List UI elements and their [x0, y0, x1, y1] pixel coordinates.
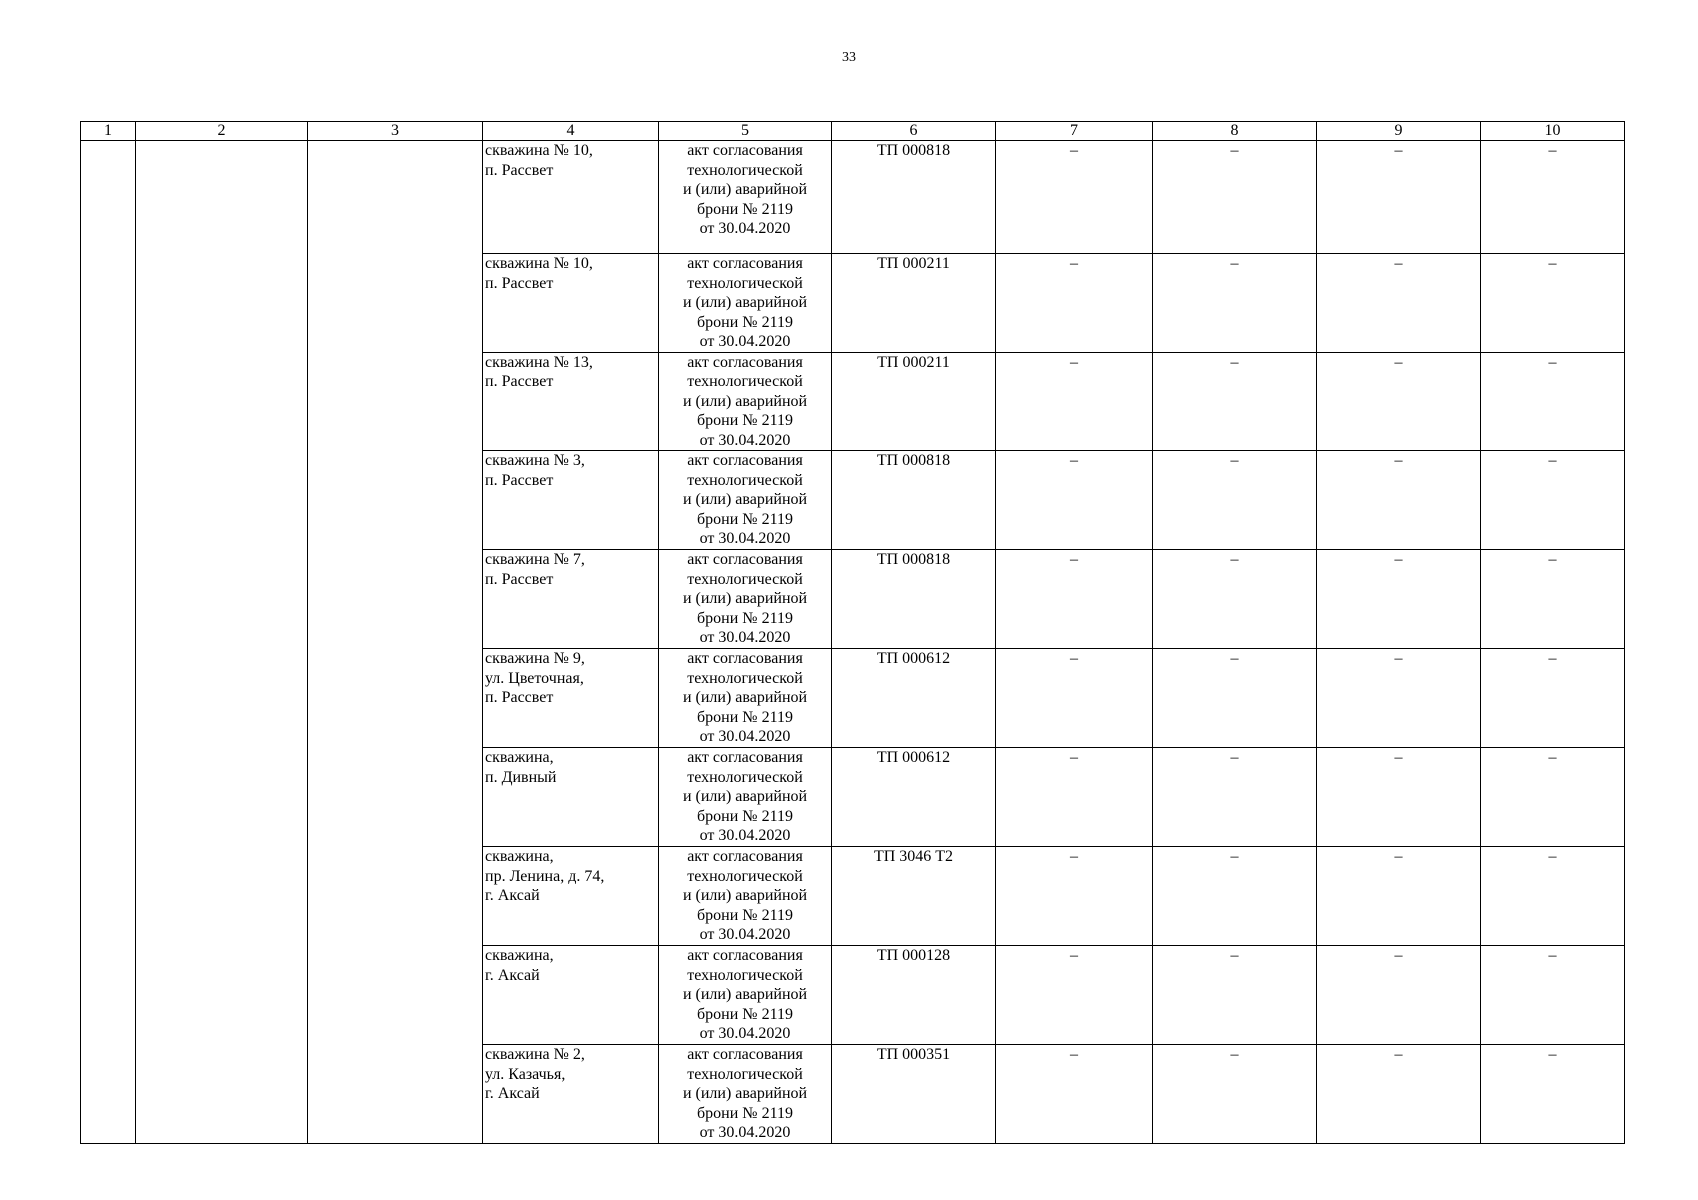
- act-document-line: от 30.04.2020: [699, 1025, 791, 1042]
- act-document-line: брони № 2119: [697, 1104, 793, 1122]
- act-document-line: от 30.04.2020: [699, 1124, 791, 1141]
- dash-cell-c7: –: [996, 1045, 1153, 1144]
- dash-cell-c8: –: [1153, 352, 1317, 451]
- dash-cell-c7: –: [996, 649, 1153, 748]
- dash-cell-c9: –: [1317, 1045, 1481, 1144]
- dash-cell-c9: –: [1317, 352, 1481, 451]
- act-document-line: и (или) аварийной: [682, 181, 808, 198]
- substation-cell: ТП 000612: [832, 748, 996, 847]
- header-row: [81, 122, 1625, 141]
- page-number: 33: [842, 50, 856, 65]
- object-location-cell: [483, 649, 659, 748]
- dash-cell-c8: –: [1153, 748, 1317, 847]
- act-document-line: акт согласования: [687, 1046, 803, 1063]
- act-document-line: акт согласования: [687, 848, 803, 865]
- empty-cell-col-2: [136, 847, 308, 946]
- act-document-line: и (или) аварийной: [682, 986, 808, 1003]
- empty-cell-col-3: [308, 254, 483, 353]
- object-location-line: ул. Казачья,: [485, 1065, 566, 1083]
- dash-cell-c9: –: [1317, 748, 1481, 847]
- act-document-line: технологической: [687, 471, 803, 489]
- act-document-line: от 30.04.2020: [699, 728, 791, 745]
- act-document-line: акт согласования: [687, 142, 803, 159]
- act-document-line: технологической: [687, 669, 803, 687]
- object-location-line: ул. Цветочная,: [485, 669, 584, 687]
- table-row: [81, 141, 1625, 254]
- empty-cell-col-1: [81, 1045, 136, 1144]
- col-header-9: 9: [1317, 122, 1481, 141]
- col-header-2: 2: [136, 122, 308, 141]
- act-document-line: и (или) аварийной: [682, 491, 808, 508]
- empty-cell-col-3: [308, 748, 483, 847]
- act-document-cell: [659, 141, 832, 254]
- dash-cell-c8: –: [1153, 946, 1317, 1045]
- act-document-line: акт согласования: [687, 947, 803, 964]
- dash-cell-c8: –: [1153, 1045, 1317, 1144]
- object-location-line: скважина № 7,: [485, 551, 585, 568]
- act-document-line: от 30.04.2020: [699, 827, 791, 844]
- act-document-line: и (или) аварийной: [682, 590, 808, 607]
- empty-cell-col-2: [136, 141, 308, 254]
- dash-cell-c7: –: [996, 748, 1153, 847]
- empty-cell-col-3: [308, 141, 483, 254]
- empty-cell-col-2: [136, 254, 308, 353]
- empty-cell-col-3: [308, 1045, 483, 1144]
- col-header-3: 3: [308, 122, 483, 141]
- act-document-line: и (или) аварийной: [682, 392, 808, 410]
- dash-cell-c9: –: [1317, 550, 1481, 649]
- empty-cell-col-3: [308, 352, 483, 451]
- dash-cell-c8: –: [1153, 550, 1317, 649]
- dash-cell-c9: –: [1317, 451, 1481, 550]
- dash-cell-c7: –: [996, 550, 1153, 649]
- act-document-line: технологической: [687, 867, 803, 885]
- object-location-line: п. Рассвет: [485, 161, 554, 179]
- object-location-cell: [483, 550, 659, 649]
- object-location-cell: [483, 141, 659, 254]
- dash-cell-c7: –: [996, 352, 1153, 451]
- object-location-cell: [483, 254, 659, 353]
- act-document-line: технологической: [687, 966, 803, 984]
- empty-cell-col-3: [308, 649, 483, 748]
- object-location-line: скважина № 13,: [485, 353, 593, 371]
- substation-cell: ТП 000211: [832, 352, 996, 451]
- empty-cell-col-1: [81, 254, 136, 353]
- act-document-line: и (или) аварийной: [682, 1085, 808, 1102]
- act-document-line: акт согласования: [687, 650, 803, 667]
- empty-cell-col-1: [81, 352, 136, 451]
- dash-cell-c10: –: [1481, 946, 1625, 1045]
- dash-cell-c8: –: [1153, 649, 1317, 748]
- act-document-line: акт согласования: [687, 551, 803, 568]
- dash-cell-c10: –: [1481, 847, 1625, 946]
- act-document-line: акт согласования: [687, 452, 803, 469]
- substation-cell: ТП 000818: [832, 451, 996, 550]
- empty-cell-col-3: [308, 451, 483, 550]
- act-document-line: брони № 2119: [697, 313, 793, 331]
- dash-cell-c10: –: [1481, 1045, 1625, 1144]
- dash-cell-c10: –: [1481, 352, 1625, 451]
- object-location-cell: [483, 1045, 659, 1144]
- dash-cell-c10: –: [1481, 649, 1625, 748]
- dash-cell-c9: –: [1317, 254, 1481, 353]
- act-document-line: от 30.04.2020: [699, 431, 791, 449]
- act-document-line: технологической: [687, 373, 803, 390]
- object-location-line: скважина,: [485, 947, 554, 964]
- object-location-line: г. Аксай: [485, 1085, 540, 1102]
- table-row: [81, 946, 1625, 1045]
- table-row: [81, 254, 1625, 353]
- object-location-line: скважина,: [485, 848, 554, 865]
- table-row: [81, 649, 1625, 748]
- substation-cell: ТП 000818: [832, 141, 996, 254]
- dash-cell-c10: –: [1481, 254, 1625, 353]
- object-location-cell: [483, 352, 659, 451]
- object-location-line: п. Рассвет: [485, 689, 554, 706]
- object-location-line: п. Рассвет: [485, 471, 554, 489]
- act-document-line: технологической: [687, 768, 803, 786]
- table-row: [81, 550, 1625, 649]
- act-document-line: и (или) аварийной: [682, 689, 808, 706]
- act-document-cell: [659, 352, 832, 451]
- object-location-line: скважина № 2,: [485, 1046, 585, 1063]
- data-table: [80, 121, 1625, 1144]
- object-location-line: скважина № 3,: [485, 452, 585, 469]
- empty-cell-col-2: [136, 946, 308, 1045]
- object-location-cell: [483, 748, 659, 847]
- dash-cell-c7: –: [996, 451, 1153, 550]
- object-location-cell: [483, 451, 659, 550]
- table-row: [81, 1045, 1625, 1144]
- act-document-line: технологической: [687, 161, 803, 179]
- col-header-1: 1: [81, 122, 136, 141]
- object-location-line: скважина № 10,: [485, 255, 593, 272]
- dash-cell-c7: –: [996, 254, 1153, 353]
- act-document-line: и (или) аварийной: [682, 887, 808, 904]
- object-location-line: скважина,: [485, 749, 554, 766]
- empty-cell-col-1: [81, 451, 136, 550]
- object-location-line: г. Аксай: [485, 887, 540, 904]
- empty-cell-col-2: [136, 550, 308, 649]
- empty-cell-col-1: [81, 141, 136, 254]
- dash-cell-c7: –: [996, 141, 1153, 254]
- act-document-line: брони № 2119: [697, 807, 793, 825]
- act-document-line: от 30.04.2020: [699, 926, 791, 943]
- act-document-line: брони № 2119: [697, 200, 793, 218]
- dash-cell-c8: –: [1153, 254, 1317, 353]
- col-header-10: 10: [1481, 122, 1625, 141]
- substation-cell: ТП 000818: [832, 550, 996, 649]
- act-document-line: брони № 2119: [697, 412, 793, 429]
- dash-cell-c10: –: [1481, 451, 1625, 550]
- dash-cell-c9: –: [1317, 141, 1481, 254]
- act-document-cell: [659, 451, 832, 550]
- dash-cell-c8: –: [1153, 451, 1317, 550]
- dash-cell-c8: –: [1153, 847, 1317, 946]
- dash-cell-c9: –: [1317, 847, 1481, 946]
- act-document-line: от 30.04.2020: [699, 220, 791, 237]
- object-location-line: скважина № 10,: [485, 142, 593, 159]
- act-document-line: брони № 2119: [697, 609, 793, 627]
- table-row: [81, 352, 1625, 451]
- col-header-8: 8: [1153, 122, 1317, 141]
- substation-cell: ТП 000612: [832, 649, 996, 748]
- act-document-line: брони № 2119: [697, 708, 793, 726]
- act-document-line: технологической: [687, 570, 803, 588]
- empty-cell-col-1: [81, 847, 136, 946]
- act-document-cell: [659, 946, 832, 1045]
- col-header-4: 4: [483, 122, 659, 141]
- empty-cell-col-3: [308, 847, 483, 946]
- act-document-line: брони № 2119: [697, 906, 793, 924]
- act-document-line: и (или) аварийной: [682, 788, 808, 805]
- act-document-line: технологической: [687, 274, 803, 292]
- empty-cell-col-2: [136, 1045, 308, 1144]
- dash-cell-c7: –: [996, 946, 1153, 1045]
- object-location-line: п. Рассвет: [485, 570, 554, 588]
- col-header-5: 5: [659, 122, 832, 141]
- object-location-line: скважина № 9,: [485, 650, 585, 667]
- empty-cell-col-2: [136, 352, 308, 451]
- empty-cell-col-2: [136, 649, 308, 748]
- empty-cell-col-1: [81, 550, 136, 649]
- act-document-line: от 30.04.2020: [699, 333, 791, 350]
- table-row: [81, 748, 1625, 847]
- substation-cell: ТП 000128: [832, 946, 996, 1045]
- object-location-line: п. Рассвет: [485, 373, 554, 390]
- empty-cell-col-1: [81, 748, 136, 847]
- substation-cell: ТП 000211: [832, 254, 996, 353]
- object-location-line: п. Рассвет: [485, 274, 554, 292]
- object-location-cell: [483, 847, 659, 946]
- act-document-cell: [659, 748, 832, 847]
- substation-cell: ТП 3046 Т2: [832, 847, 996, 946]
- act-document-line: акт согласования: [687, 255, 803, 272]
- substation-cell: ТП 000351: [832, 1045, 996, 1144]
- object-location-cell: [483, 946, 659, 1045]
- act-document-cell: [659, 254, 832, 353]
- dash-cell-c10: –: [1481, 748, 1625, 847]
- empty-cell-col-1: [81, 946, 136, 1045]
- dash-cell-c9: –: [1317, 946, 1481, 1045]
- table-row: [81, 451, 1625, 550]
- dash-cell-c7: –: [996, 847, 1153, 946]
- act-document-line: брони № 2119: [697, 1005, 793, 1023]
- dash-cell-c8: –: [1153, 141, 1317, 254]
- object-location-line: п. Дивный: [485, 768, 557, 786]
- table-row: [81, 847, 1625, 946]
- act-document-line: и (или) аварийной: [682, 294, 808, 311]
- empty-cell-col-2: [136, 748, 308, 847]
- col-header-7: 7: [996, 122, 1153, 141]
- empty-cell-col-2: [136, 451, 308, 550]
- object-location-line: пр. Ленина, д. 74,: [485, 867, 605, 885]
- col-header-6: 6: [832, 122, 996, 141]
- act-document-cell: [659, 550, 832, 649]
- act-document-line: от 30.04.2020: [699, 629, 791, 646]
- act-document-line: технологической: [687, 1065, 803, 1083]
- act-document-cell: [659, 1045, 832, 1144]
- empty-cell-col-1: [81, 649, 136, 748]
- act-document-line: акт согласования: [687, 353, 803, 371]
- empty-cell-col-3: [308, 946, 483, 1045]
- dash-cell-c9: –: [1317, 649, 1481, 748]
- act-document-cell: [659, 649, 832, 748]
- dash-cell-c10: –: [1481, 141, 1625, 254]
- empty-cell-col-3: [308, 550, 483, 649]
- act-document-line: акт согласования: [687, 749, 803, 766]
- dash-cell-c10: –: [1481, 550, 1625, 649]
- act-document-cell: [659, 847, 832, 946]
- object-location-line: г. Аксай: [485, 966, 540, 984]
- table-body: [81, 141, 1625, 1144]
- act-document-line: брони № 2119: [697, 510, 793, 528]
- act-document-line: от 30.04.2020: [699, 530, 791, 547]
